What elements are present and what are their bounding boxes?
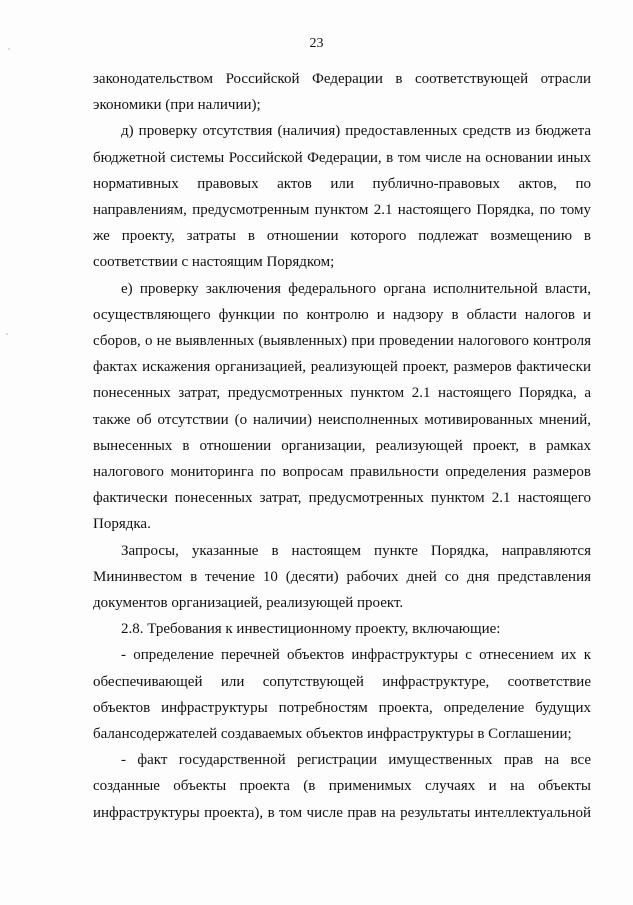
document-body xyxy=(93,66,591,826)
paragraph-item-e: е) проверку заключения федерального органа исполнительной власти, осуществляющего функции по контролю и надзору в области налогов и сборов, о не выявленных (выявленных) при проведении налогового контроля фактах искажения организацией, реализующей проект, размеров фактически понесенных затрат, предусмотренных пунктом 2.1 настоящего Порядка, а также об отсутствии (о наличии) неисполненных мотивированных мнений, вынесенных в отношении организации, реализующей проект, в рамках налогового мониторинга по вопросам правильности определения размеров фактически понесенных затрат, предусмотренных пунктом 2.1 настоящего Порядка. xyxy=(93,280,591,533)
page-number: 23 xyxy=(309,36,324,51)
paragraph-infrastructure-lists: - определение перечней объектов инфраструктуры с отнесением их к обеспечивающей или сопутствующей инфраструктуре, соответствие объектов инфраструктуры потребностям проекта, определение будущих балансодержателей создаваемых объектов инфраструктуры в Соглашении; xyxy=(93,647,591,743)
paragraph-continuation: законодательством Российской Федерации в соответствующей отрасли экономики (при наличии); xyxy=(93,71,591,114)
scan-speck xyxy=(6,333,8,335)
paragraph-item-d: д) проверку отсутствия (наличия) предоставленных средств из бюджета бюджетной системы Российской Федерации, в том числе на основании иных нормативных правовых актов или публично-правовых актов, по направлениям, предусмотренным пунктом 2.1 настоящего Порядка, по тому же проекту, затраты в отношении которого подлежат возмещению в соответствии с настоящим Порядком; xyxy=(93,123,591,271)
paragraph-property-rights: - факт государственной регистрации имущественных прав на все созданные объекты проекта (в применимых случаях и на объекты инфраструктуры проекта), в том числе прав на результаты интеллектуальной xyxy=(93,752,591,821)
paragraph-requests: Запросы, указанные в настоящем пункте Порядка, направляются Мининвестом в течение 10 (десяти) рабочих дней со дня представления документов организацией, реализующей проект. xyxy=(93,542,591,612)
paragraph-section-2-8: 2.8. Требования к инвестиционному проекту, включающие: xyxy=(121,621,501,638)
